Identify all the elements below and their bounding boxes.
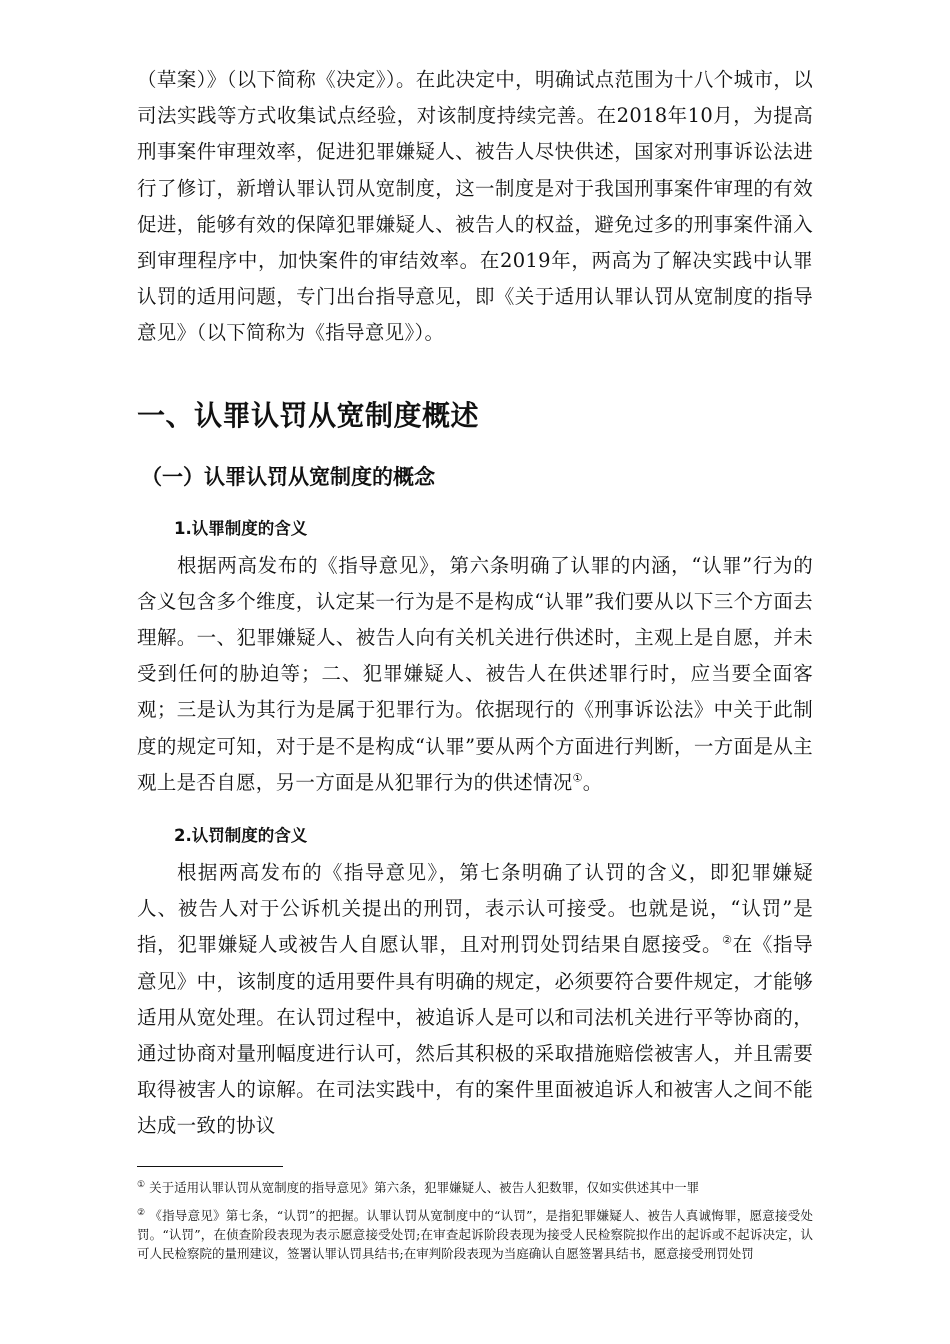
paragraph-accept-punishment: [137, 855, 813, 1145]
paragraph-accept-punishment-text-a: 根据两高发布的《指导意见》，第七条明确了认罚的含义，即犯罪嫌疑人、被告人对于公诉机关提出的刑罚，表示认可接受。也就是说，“认罚”是指，犯罪嫌疑人或被告人自愿认罪，且对刑罚处罚结果自愿接受。: [137, 861, 813, 957]
paragraph-admit-guilt: [137, 548, 813, 801]
footnote-ref-2[interactable]: ②: [722, 933, 733, 947]
subsection-heading: （一）认罪认罚从宽制度的概念: [141, 464, 435, 489]
footnote-ref-1[interactable]: ①: [572, 771, 583, 785]
section-heading: 一、认罪认罚从宽制度概述: [137, 398, 480, 432]
footnote-2: [137, 1206, 813, 1263]
footnote-1-text: 关于适用认罪认罚从宽制度的指导意见》第六条，犯罪嫌疑人、被告人犯数罪，仅如实供述其中一罪: [149, 1180, 700, 1195]
footnote-divider: [137, 1166, 283, 1167]
paragraph-admit-guilt-text: 根据两高发布的《指导意见》，第六条明确了认罪的内涵，“认罪”行为的含义包含多个维度，认定某一行为是不是构成“认罪”我们要从以下三个方面去理解。一、犯罪嫌疑人、被告人向有关机关进行供述时，主观上是自愿，并未受到任何的胁迫等；二、犯罪嫌疑人、被告人在供述罪行时，应当要全面客观；三是认为其行为是属于犯罪行为。依据现行的《刑事诉讼法》中关于此制度的规定可知，对于是不是构成“认罪”要从两个方面进行判断，一方面是从主观上是否自愿，另一方面是从犯罪行为的供述情况: [137, 553, 813, 794]
footnote-1: [137, 1178, 813, 1197]
footnote-mark-1: ①: [137, 1179, 146, 1190]
heading-admit-guilt: 1.认罪制度的含义: [174, 518, 308, 538]
footnote-2-text: 《指导意见》第七条，“认罚”的把握。认罪认罚从宽制度中的“认罚”，是指犯罪嫌疑人、被告人真诚悔罪，愿意接受处罚。“认罚”，在侦查阶段表现为表示愿意接受处罚;在审查起诉阶段表现为接受人民检察院拟作出的起诉或不起诉决定，认可人民检察院的量刑建议，签署认罪认罚具结书;在审判阶段表现为当庭确认自愿签署具结书，愿意接受刑罚处罚: [137, 1208, 813, 1261]
main-content: [137, 62, 813, 1145]
heading-accept-punishment: 2.认罚制度的含义: [174, 826, 308, 846]
paragraph-admit-guilt-end: 。: [582, 770, 603, 794]
footnote-mark-2: ②: [137, 1207, 146, 1218]
paragraph-accept-punishment-text-b: 在《指导意见》中，该制度的适用要件具有明确的规定，必须要符合要件规定，才能够适用从宽处理。在认罚过程中，被追诉人是可以和司法机关进行平等协商的，通过协商对量刑幅度进行认可，然后其积极的采取措施赔偿被害人，并且需要取得被害人的谅解。在司法实践中，有的案件里面被追诉人和被害人之间不能达成一致的协议: [137, 933, 814, 1138]
footnotes: [137, 1178, 813, 1272]
intro-paragraph: （草案）》（以下简称《决定》）。在此决定中，明确试点范围为十八个城市，以司法实践等方式收集试点经验，对该制度持续完善。在2018年10月，为提高刑事案件审理效率，促进犯罪嫌疑人、被告人尽快供述，国家对刑事诉讼法进行了修订，新增认罪认罚从宽制度，这一制度是对于我国刑事案件审理的有效促进，能够有效的保障犯罪嫌疑人、被告人的权益，避免过多的刑事案件涌入到审理程序中，加快案件的审结效率。在2019年，两高为了解决实践中认罪认罚的适用问题，专门出台指导意见，即《关于适用认罪认罚从宽制度的指导意见》（以下简称为《指导意见》）。: [137, 68, 813, 345]
